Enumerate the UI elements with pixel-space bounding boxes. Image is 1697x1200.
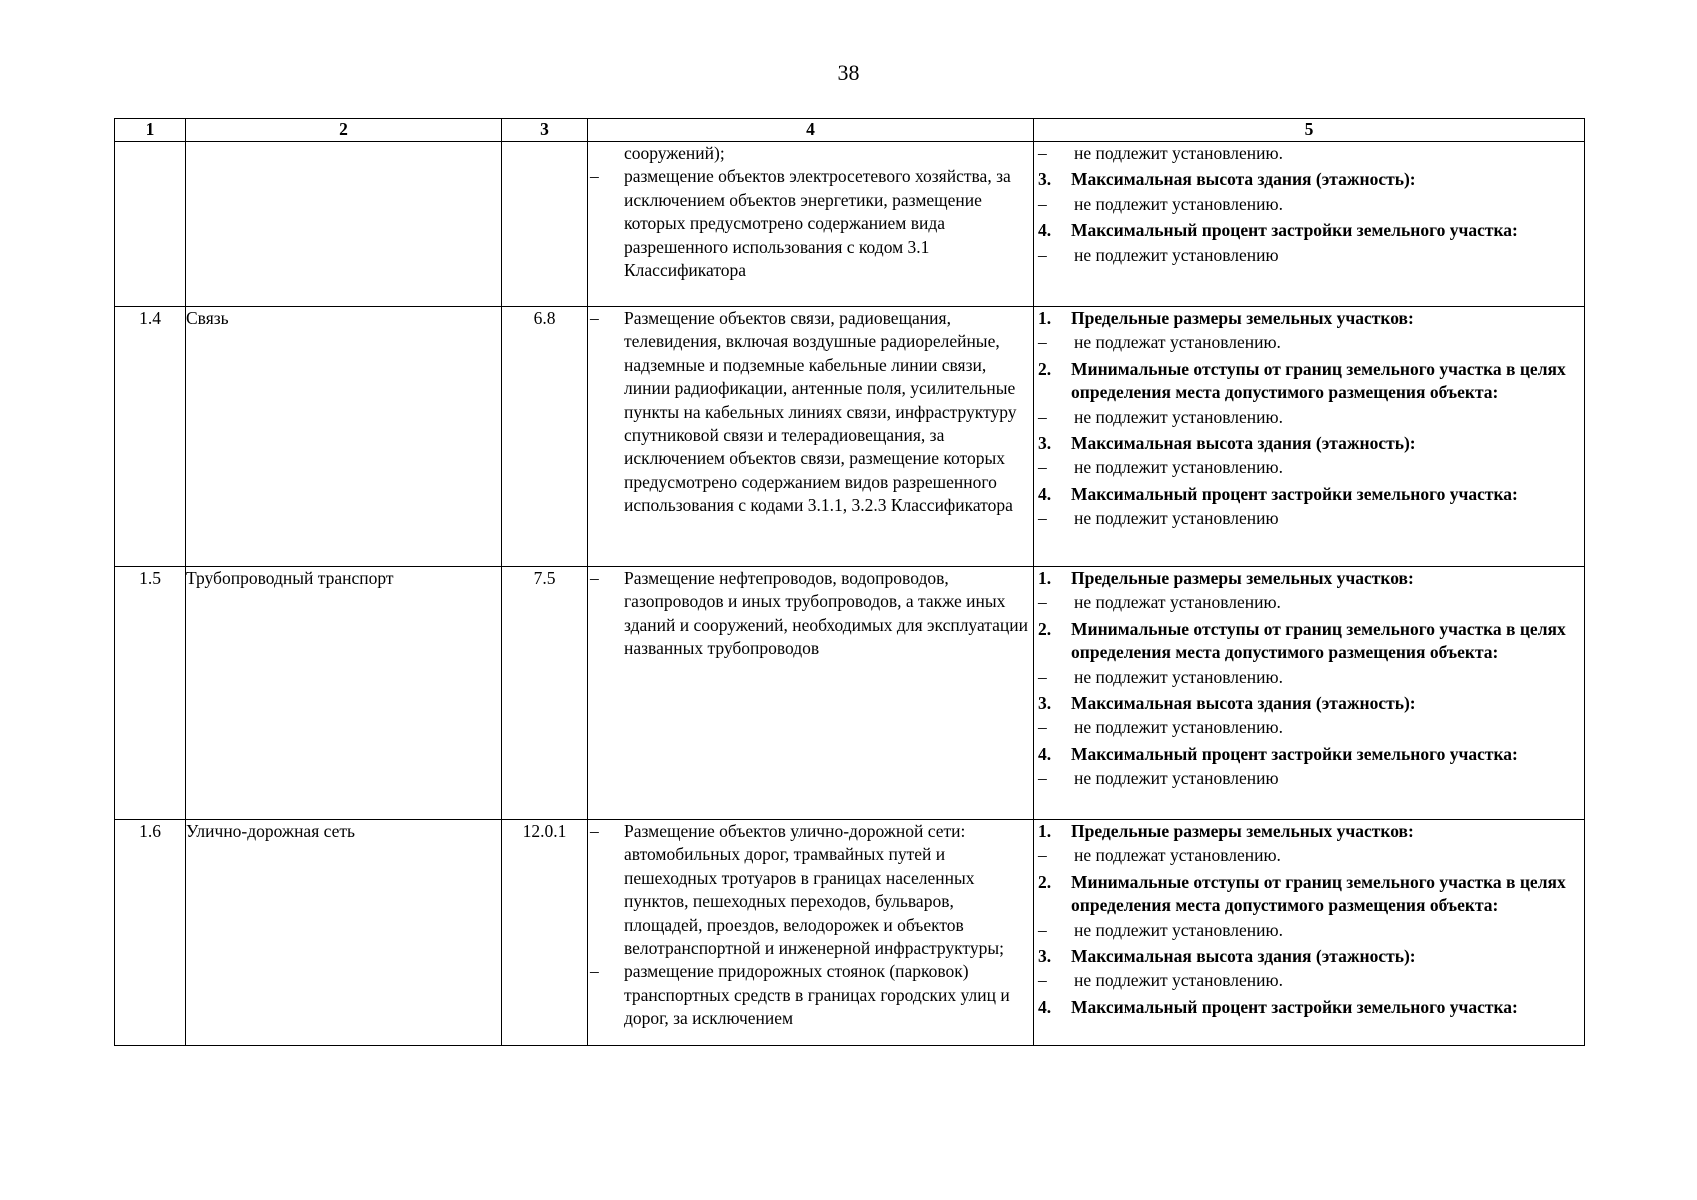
parameter-value	[1034, 969, 1584, 992]
parameter-text: не подлежит установлению.	[1074, 919, 1283, 940]
parameter-value	[1034, 406, 1584, 429]
parameter-heading	[1034, 168, 1584, 191]
parameter-text: не подлежит установлению	[1074, 244, 1279, 265]
parameter-number: 4.	[1038, 743, 1052, 764]
row-number: 1.4	[115, 307, 186, 567]
description-text: Размещение объектов связи, радиовещания, телевидения, включая воздушные радиорелейные, надземные и подземные кабельные линии связи, линии радиофикации, антенные поля, усилительные пункты на кабельных линиях связи, инфраструктуру спутниковой связи и телерадиовещания, за исключением объектов связи, размещение которых предусмотрено содержанием видов разрешенного использования с кодами 3.1.1, 3.2.3 Классификатора	[624, 308, 1017, 516]
parameter-text: Минимальные отступы от границ земельного участка в целях определения места допустимого размещения объекта:	[1071, 871, 1566, 916]
description-item	[588, 142, 1033, 165]
description-item	[588, 307, 1033, 518]
parameter-text: Максимальная высота здания (этажность):	[1071, 433, 1416, 454]
dash-marker: –	[1038, 845, 1047, 866]
description-text: Размещение нефтепроводов, водопроводов, газопроводов и иных трубопроводов, а также иных зданий и сооружений, необходимых для эксплуатации названных трубопроводов	[624, 568, 1028, 659]
parameter-text: Максимальный процент застройки земельного участка:	[1071, 996, 1518, 1017]
dash-marker: –	[1038, 143, 1047, 163]
description-item	[588, 820, 1033, 960]
parameter-number: 3.	[1038, 433, 1052, 454]
parameter-value	[1034, 844, 1584, 867]
parameter-heading	[1034, 996, 1584, 1019]
dash-marker: –	[590, 166, 599, 187]
dash-marker: –	[1038, 406, 1047, 427]
column-header-2: 2	[186, 119, 502, 142]
parameter-number: 2.	[1038, 618, 1052, 639]
description-item	[588, 567, 1033, 661]
use-type-name: Связь	[186, 307, 502, 567]
parameter-text: не подлежит установлению.	[1074, 666, 1283, 687]
use-description-cell	[588, 567, 1034, 820]
parameter-text: Максимальный процент застройки земельного участка:	[1071, 220, 1518, 241]
table-row	[115, 820, 1585, 1046]
dash-marker: –	[1038, 193, 1047, 214]
parameter-heading	[1034, 432, 1584, 455]
parameter-value	[1034, 666, 1584, 689]
dash-marker: –	[590, 568, 599, 588]
use-type-code	[502, 142, 588, 307]
parameter-number: 1.	[1038, 568, 1052, 588]
row-number	[115, 142, 186, 307]
parameters-cell	[1034, 820, 1585, 1046]
use-description-cell	[588, 142, 1034, 307]
parameter-heading	[1034, 307, 1584, 330]
parameter-text: Минимальные отступы от границ земельного участка в целях определения места допустимого размещения объекта:	[1071, 358, 1566, 403]
parameter-number: 1.	[1038, 308, 1052, 328]
parameter-text: Максимальная высота здания (этажность):	[1071, 946, 1416, 967]
parameter-heading	[1034, 871, 1584, 918]
description-text: сооружений);	[624, 143, 725, 163]
parameter-text: Предельные размеры земельных участков:	[1071, 568, 1414, 588]
parameter-text: не подлежит установлению.	[1074, 717, 1283, 738]
parameter-text: не подлежит установлению.	[1074, 970, 1283, 991]
parameter-text: Предельные размеры земельных участков:	[1071, 821, 1414, 841]
parameter-text: Предельные размеры земельных участков:	[1071, 308, 1414, 328]
parameters-cell	[1034, 142, 1585, 307]
parameter-text: не подлежит установлению	[1074, 508, 1279, 529]
parameter-heading	[1034, 618, 1584, 665]
parameter-text: Минимальные отступы от границ земельного участка в целях определения места допустимого размещения объекта:	[1071, 618, 1566, 663]
parameter-value	[1034, 193, 1584, 216]
use-description-cell	[588, 307, 1034, 567]
parameter-heading	[1034, 219, 1584, 242]
parameter-text: не подлежит установлению.	[1074, 406, 1283, 427]
table-row	[115, 567, 1585, 820]
dash-marker: –	[590, 308, 599, 328]
parameter-number: 4.	[1038, 996, 1052, 1017]
parameter-text: не подлежит установлению	[1074, 768, 1279, 789]
dash-marker: –	[1038, 768, 1047, 789]
dash-marker: –	[590, 961, 599, 982]
parameters-cell	[1034, 307, 1585, 567]
parameter-number: 4.	[1038, 483, 1052, 504]
parameter-value	[1034, 716, 1584, 739]
description-text: Размещение объектов улично-дорожной сети: автомобильных дорог, трамвайных путей и пешеходных тротуаров в границах населенных пунктов, пешеходных переходов, бульваров, площадей, проездов, велодорожек и объектов велотранспортной и инженерной инфраструктуры;	[624, 821, 1004, 959]
parameter-value	[1034, 331, 1584, 354]
use-type-code: 6.8	[502, 307, 588, 567]
description-text: размещение придорожных стоянок (парковок) транспортных средств в границах городских улиц и дорог, за исключением	[624, 961, 1010, 1029]
use-description-cell	[588, 820, 1034, 1046]
parameter-heading	[1034, 820, 1584, 843]
use-type-code: 7.5	[502, 567, 588, 820]
column-header-1: 1	[115, 119, 186, 142]
parameter-heading	[1034, 945, 1584, 968]
description-text: размещение объектов электросетевого хозяйства, за исключением объектов энергетики, размещение которых предусмотрено содержанием вида разрешенного использования с кодом 3.1 Классификатора	[624, 166, 1011, 281]
dash-marker: –	[1038, 592, 1047, 613]
use-type-name	[186, 142, 502, 307]
parameter-text: не подлежат установлению.	[1074, 592, 1281, 613]
dash-marker: –	[1038, 244, 1047, 265]
parameter-number: 1.	[1038, 821, 1052, 841]
parameter-value	[1034, 507, 1584, 530]
description-item	[588, 165, 1033, 282]
column-header-3: 3	[502, 119, 588, 142]
dash-marker: –	[1038, 332, 1047, 353]
table-row	[115, 307, 1585, 567]
parameter-text: не подлежат установлению.	[1074, 845, 1281, 866]
dash-marker: –	[1038, 919, 1047, 940]
parameter-heading	[1034, 692, 1584, 715]
parameter-text: не подлежат установлению.	[1074, 332, 1281, 353]
dash-marker: –	[590, 821, 599, 841]
table-row	[115, 142, 1585, 307]
table-body	[115, 142, 1585, 1046]
parameter-text: не подлежит установлению.	[1074, 457, 1283, 478]
use-type-code: 12.0.1	[502, 820, 588, 1046]
dash-marker: –	[1038, 970, 1047, 991]
parameter-number: 2.	[1038, 871, 1052, 892]
parameter-value	[1034, 142, 1584, 165]
parameter-heading	[1034, 743, 1584, 766]
parameter-heading	[1034, 483, 1584, 506]
parameter-text: Максимальный процент застройки земельного участка:	[1071, 743, 1518, 764]
header-row	[115, 119, 1585, 142]
dash-marker: –	[1038, 717, 1047, 738]
parameter-text: не подлежит установлению.	[1074, 193, 1283, 214]
parameter-value	[1034, 591, 1584, 614]
page-number: 38	[837, 60, 860, 85]
dash-marker: –	[1038, 666, 1047, 687]
parameter-value	[1034, 244, 1584, 267]
parameter-number: 3.	[1038, 693, 1052, 714]
parameter-number: 4.	[1038, 220, 1052, 241]
parameter-text: не подлежит установлению.	[1074, 143, 1283, 163]
column-header-5: 5	[1034, 119, 1585, 142]
zoning-table	[114, 118, 1585, 1046]
row-number: 1.6	[115, 820, 186, 1046]
dash-marker: –	[1038, 457, 1047, 478]
parameter-number: 3.	[1038, 169, 1052, 190]
parameter-text: Максимальный процент застройки земельного участка:	[1071, 483, 1518, 504]
parameter-number: 3.	[1038, 946, 1052, 967]
use-type-name: Трубопроводный транспорт	[186, 567, 502, 820]
column-header-4: 4	[588, 119, 1034, 142]
row-number: 1.5	[115, 567, 186, 820]
parameters-cell	[1034, 567, 1585, 820]
dash-marker: –	[1038, 508, 1047, 529]
use-type-name: Улично-дорожная сеть	[186, 820, 502, 1046]
parameter-value	[1034, 767, 1584, 790]
parameter-text: Максимальная высота здания (этажность):	[1071, 693, 1416, 714]
parameter-heading	[1034, 358, 1584, 405]
parameter-heading	[1034, 567, 1584, 590]
parameter-value	[1034, 919, 1584, 942]
parameter-text: Максимальная высота здания (этажность):	[1071, 169, 1416, 190]
description-item	[588, 960, 1033, 1030]
parameter-number: 2.	[1038, 358, 1052, 379]
parameter-value	[1034, 456, 1584, 479]
